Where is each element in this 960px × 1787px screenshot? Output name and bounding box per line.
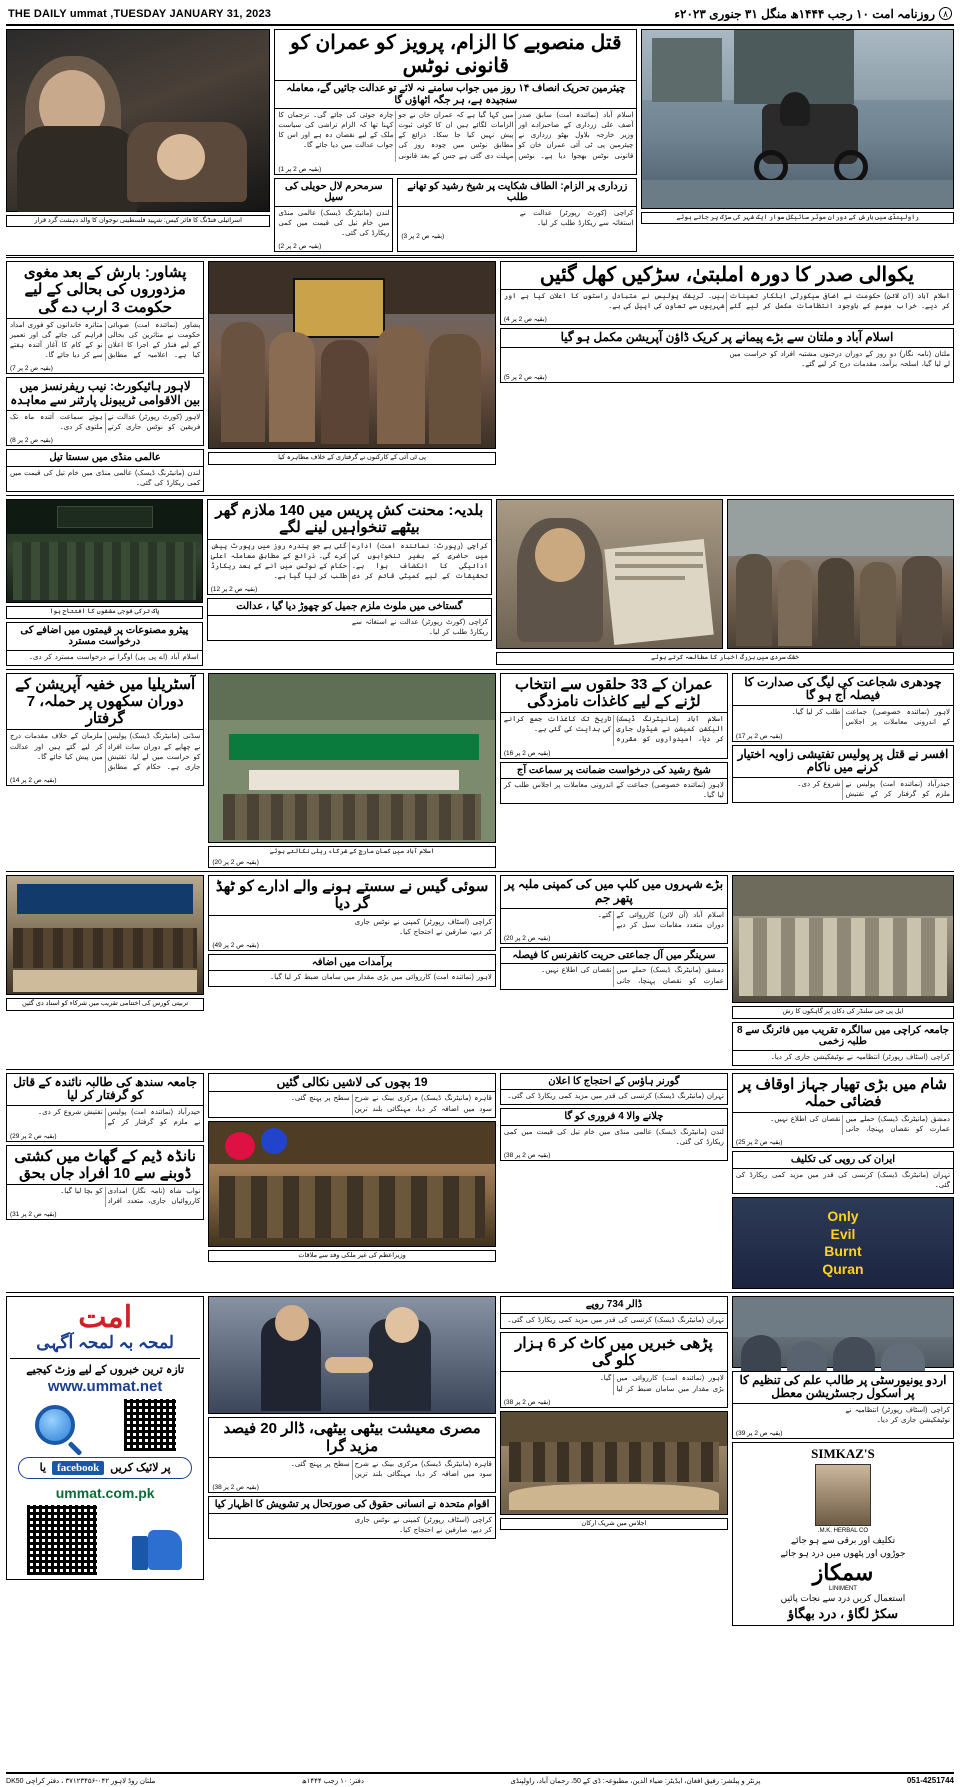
simkaz-line2: جوڑوں اور پٹھوں میں درد ہو جائے [780, 1548, 906, 1559]
footer-center: دفتر: ۱۰ رجب ۱۴۴۴ھ [301, 1777, 364, 1785]
story-feb4-body: لندن (مانیٹرنگ ڈیسک) عالمی منڈی میں خام تیل کی قیمت میں کمی ریکارڈ کی گئی۔ [503, 1128, 724, 1146]
story-chaudhry-headline: چودھری شجاعت کی لیگ کی صدارت کا فیصلہ آج ہو گا [744, 674, 942, 703]
queue-photo [727, 499, 954, 649]
story-chaudhry-ref: (بقیہ ص 2 پر 17) [735, 732, 783, 740]
story-dollar-headline: ڈالر 734 روپے [585, 1299, 643, 1311]
story-un-body: کراچی (اسٹاف رپورٹر) کمپنی نے نوٹس جاری کر دیے، صارفین نے احتجاج کیا۔ [354, 1516, 492, 1534]
ceremony-caption: وزیراعظم کی غیر ملکی وفد سے ملاقات [298, 1251, 406, 1259]
simkaz-brand: SIMKAZ'S [811, 1446, 875, 1462]
story-roads-body: اسلام آباد (آن لائن) حکومت نے اضافی سیکورٹی اہلکار تعینات کر دیے۔ خراب موسم کے باوجود انتظامات مکمل کر لیے گئے ہیں۔ ٹریفک پولیس نے متبادل راستوں کا اعلان کیا ہے اور شہریوں سے تعاون کی اپیل کی ہے۔ [503, 293, 950, 311]
rain-photo-caption-box [641, 212, 954, 224]
ummat-site[interactable]: ummat.com.pk [55, 1484, 155, 1501]
story-boat-body: نواب شاہ (نامہ نگار) امدادی کارروائیاں جاری، متعدد افراد کو بچا لیا گیا۔ [60, 1188, 201, 1206]
sub-1-body: لندن (مانیٹرنگ ڈیسک) عالمی منڈی میں خام تیل کی قیمت میں کمی ریکارڈ کی گئی۔ [278, 209, 390, 237]
story-urdu-ref: (بقیہ ص 2 پر 39) [735, 1430, 783, 1438]
story-lhc [6, 377, 204, 446]
story-sui-gas [208, 875, 496, 951]
ummat-logo: امت [78, 1301, 133, 1335]
story-lhc-ref: (بقیہ ص 2 پر 8) [10, 437, 53, 445]
story-police-headline: افسر نے قتل پر پولیس تفتیشی زاویہ اختیار کرنے میں ناکام [737, 746, 949, 775]
story-dollar [500, 1296, 728, 1329]
story-kpk-headline: پشاور: بارش کے بعد مغوی مزدوروں کی بحالی کے لیے حکومت 3 ارب دے گی [23, 264, 187, 316]
masthead [6, 4, 954, 26]
story-feb4-headline: چلانے والا 4 فروری کو گا [564, 1111, 664, 1123]
story-iran-headline: ایران کی روپی کی تکلیف [790, 1154, 896, 1166]
story-papers-headline: شیخ رشید کی درخواست ضمانت پر سماعت آج [516, 764, 711, 776]
story-nomination-ref: (بقیہ ص 2 پر 16) [503, 749, 551, 757]
story-feb4 [500, 1108, 728, 1161]
story-urdu-headline: اردو یونیورسٹی پر طالب علم کی تنظیم کا پر اسکول رجسٹریشن معطل [739, 1372, 947, 1401]
story-oil-headline: عالمی منڈی میں سستا تیل [49, 452, 161, 464]
story-multan [500, 328, 954, 383]
story-140 [207, 499, 492, 595]
footer-right: ملتان روڈ لاہور ۰۴۲-۳۷۱۲۳۴۵۶ ، دفتر کراچی DK50 [6, 1777, 156, 1785]
story-police-body: حیدرآباد (نمائندہ امت) پولیس نے ملزم کو گرفتار کر کے تفتیش شروع کر دی۔ [797, 781, 951, 799]
story-seized-body: لاہور (نمائندہ امت) کارروائی میں بڑی مقدار میں سامان ضبط کر لیا گیا۔ [599, 1375, 724, 1393]
sub-1-ref: (بقیہ ص 2 پر 2) [278, 243, 322, 251]
story-company [500, 875, 728, 944]
story-roads [500, 261, 954, 325]
story-140-body: کراچی (رپورٹ: نمائندہ امت) ادارے میں حاضری کے بغیر تنخواہوں کی ادائیگی کا انکشاف ہوا ہے۔ تحقیقات کے لیے کمیٹی قائم کر دی گئی ہے جو پندرہ روز میں رپورٹ پیش کرے گی۔ ذرائع کے مطابق معاملہ اعلیٰ حکام کے نوٹس میں آنے کے بعد ریکارڈ طلب کر لیا گیا ہے۔ [210, 542, 488, 581]
story-company-headline: بڑے شہروں میں کلپ میں کی کمپنی ملبہ پر پتھر جم [504, 877, 724, 905]
story-sindh-ref: (بقیہ ص 2 پر 29) [10, 1132, 57, 1140]
story-hurriyat [500, 947, 728, 990]
story-chaudhry-body: لاہور (نمائندہ خصوصی) جماعت کے اندرونی معاملات پر اجلاس طلب کر لیا گیا۔ [791, 709, 951, 727]
facebook-like-row[interactable] [18, 1457, 192, 1479]
story-company-ref: (بقیہ ص 2 پر 20) [503, 934, 551, 942]
story-australia-ref: (بقیہ ص 2 پر 14) [10, 776, 57, 784]
lead-ref: (بقیہ ص 2 پر 1) [278, 165, 322, 173]
protest-sign-photo: Only Evil Burnt Quran [732, 1197, 954, 1289]
story-boat-headline: نانڈہ ڈیم کے گھاٹ میں کشتی ڈوبنے سے 10 افراد جاں بحق [14, 1147, 196, 1182]
masthead-urdu: روزنامہ امت ۱۰ رجب ۱۴۴۴ھ منگل ۳۱ جنوری ۲۰۲۳ء [674, 6, 935, 21]
story-sindh-headline: جامعہ سندھ کی طالبہ نائندہ کے قاتل کو گرفتار کر لیا [13, 1074, 198, 1103]
story-multan-headline: اسلام آباد و ملتان سے بڑے پیمانے پر کریک ڈاؤن آپریشن مکمل ہو گیا [560, 330, 894, 345]
ummat-sub: تازہ ترین خبروں کے لیے وزٹ کیجیے [26, 1363, 185, 1376]
story-sui-ref: (بقیہ ص 2 پر 49) [212, 941, 259, 949]
rally-caption: پی ٹی آئی کے کارکنوں نے گرفتاری کے خلاف مظاہرہ کیا [278, 454, 427, 462]
story-hurriyat-headline: سرینگر میں آل جماعتی حریت کانفرنس کا فیصلہ [512, 949, 716, 961]
story-roads-headline: یکوالی صدر کا دورہ املبتیٰ، سڑکیں کھل گئیں [539, 264, 915, 287]
story-kpk-ref: (بقیہ ص 2 پر 7) [10, 365, 53, 373]
story-boat [6, 1145, 204, 1221]
story-urdu-body: کراچی (اسٹاف رپورٹر) انتظامیہ نے نوٹیفکیشن جاری کر دیا۔ [845, 1407, 951, 1425]
photo-caption: اسرائیلی فنڈنگ کا فائر کیس: شہید فلسطینی نوجوان کا والد دہشت گرد قرار [34, 217, 242, 224]
page-number: ۸ [939, 7, 952, 20]
story-ku-body: کراچی (اسٹاف رپورٹر) انتظامیہ نے نوٹیفکیشن جاری کر دیا۔ [770, 1053, 951, 1061]
sub-2-body: کراچی (کورٹ رپورٹر) عدالت نے استغاثہ سے ریکارڈ طلب کر لیا۔ [519, 209, 634, 227]
story-bodies-body: قاہرہ (مانیٹرنگ ڈیسک) مرکزی بینک نے شرح سود میں اضافہ کر دیا، مہنگائی بلند ترین سطح پر پہنچ گئی۔ [290, 1095, 492, 1113]
story-registrar [208, 954, 496, 987]
rain-photo-caption: راولپنڈی میں بارش کے دوران موٹر سائیکل سوار ایک شہر کی سڑک پر جاتے ہوئے [676, 214, 919, 221]
march-ref: (بقیہ ص 2 پر 20) [212, 859, 259, 867]
story-petro [6, 622, 203, 666]
march-photo [208, 673, 496, 843]
story-petro-headline: پیٹرو مصنوعات پر قیمتوں میں اضافے کی درخواست مسترد [20, 624, 189, 648]
sub-story-1 [274, 178, 393, 252]
thumbs-up-icon [130, 1514, 184, 1570]
story-egypt [208, 1417, 496, 1493]
footer [6, 1772, 954, 1785]
story-egypt-ref: (بقیہ ص 2 پر 38) [212, 1484, 259, 1492]
story-blasphemy-body: کراچی (کورٹ رپورٹر) عدالت نے استغاثہ سے ریکارڈ طلب کر لیا۔ [351, 618, 488, 636]
simkaz-name: سمکاز [812, 1559, 874, 1585]
story-australia-body: سڈنی (مانیٹرنگ ڈیسک) پولیس نے چھاپے کے دوران سات افراد کو حراست میں لے لیا، تفتیش جاری ہے۔ حکام کے مطابق ملزمان کے خلاف مقدمات درج کر لیے گئے ہیں اور عدالت میں پیش کیا جائے گا۔ [10, 733, 201, 771]
story-syria [732, 1073, 954, 1149]
lpg-caption: ایل پی جی سلنڈر کی دکان پر گاہکوں کا رش [782, 1008, 904, 1016]
women-protest-photo [732, 1296, 954, 1367]
story-kpk [6, 261, 204, 374]
story-sindh-univ [6, 1073, 204, 1142]
story-iran-body: تہران (مانیٹرنگ ڈیسک) کرنسی کی قدر میں مزید کمی ریکارڈ کی گئی۔ [735, 1171, 951, 1190]
army-photo [6, 499, 203, 603]
story-multan-body: ملتان (نامہ نگار) دو روز کے دوران درجنوں مشتبہ افراد کو حراست میں لے لیا گیا، اسلحہ برآمد، مقدمات درج کر لیے گئے۔ [729, 351, 950, 369]
conference-caption-box [6, 998, 204, 1010]
march-caption-box [208, 846, 496, 868]
queue-caption-box [496, 652, 954, 664]
ummat-tagline: لمحہ بہ لمحہ آگہی [36, 1333, 174, 1353]
story-hurriyat-body: دمشق (مانیٹرنگ ڈیسک) حملے میں عمارت کو نقصان پہنچا، جانی نقصان کی اطلاع نہیں۔ [541, 967, 724, 985]
meeting-photo [500, 1411, 728, 1515]
ad-ummat[interactable] [6, 1296, 204, 1579]
story-oil-body: لندن (مانیٹرنگ ڈیسک) عالمی منڈی میں خام تیل کی قیمت میں کمی ریکارڈ کی گئی۔ [10, 469, 201, 487]
story-petro-body: اسلام آباد (اے پی پی) اوگرا نے درخواست مسترد کر دی۔ [28, 653, 199, 661]
story-australia [6, 673, 204, 786]
story-chaudhry [732, 673, 954, 742]
story-gov-house [500, 1073, 728, 1106]
story-lhc-body: لاہور (کورٹ رپورٹر) عدالت نے فریقین کو نوٹس جاری کرتے ہوئے سماعت آئندہ ماہ تک ملتوی کر دی۔ [10, 414, 201, 432]
lead-story [274, 29, 637, 175]
magnifier-icon [35, 1405, 75, 1445]
ceremony-photo [208, 1121, 496, 1247]
story-police [732, 745, 954, 804]
story-140-headline: بلدیہ: محنت کش پریس میں 140 ملازم گھر بیٹھے تنخواہیں لینے لگے [215, 502, 484, 537]
rally-photo [208, 261, 496, 449]
army-caption-box [6, 606, 203, 618]
simkaz-company: M.K. HERBAL CO. [817, 1528, 869, 1535]
story-140-ref: (بقیہ ص 2 پر 12) [210, 586, 258, 594]
lpg-caption-box [732, 1006, 954, 1018]
story-sindh-body: حیدرآباد (نمائندہ امت) پولیس نے ملزم کو گرفتار کر کے تفتیش شروع کر دی۔ [38, 1109, 201, 1127]
sub-story-2 [397, 178, 637, 252]
sub-1-headline: سرمحرم لال حویلی کی سیل [285, 180, 383, 204]
rain-photo [641, 29, 954, 209]
facebook-or: یا [39, 1462, 47, 1475]
story-multan-ref: (بقیہ ص 2 پر 5) [503, 374, 547, 382]
story-syria-ref: (بقیہ ص 2 پر 25) [735, 1139, 783, 1147]
story-seized-ref: (بقیہ ص 2 پر 38) [503, 1398, 551, 1406]
story-ku-headline: جامعہ کراچی میں سالگرہ تقریب میں فائرنگ سے 8 طلبہ زخمی [736, 1024, 949, 1048]
story-gov-headline: گورنر ہاؤس کے احتجاج کا اعلان [548, 1075, 680, 1087]
story-syria-body: دمشق (مانیٹرنگ ڈیسک) حملے میں عمارت کو نقصان پہنچا، جانی نقصان کی اطلاع نہیں۔ [770, 1116, 951, 1134]
story-papers [500, 762, 728, 805]
story-lhc-headline: لاہور ہائیکورٹ: نیب ریفرنسز میں بین الاقوامی ٹریبونل پارٹنر سے معاہدہ [10, 379, 201, 408]
rally-caption-box [208, 452, 496, 464]
simkaz-strap: سکڑ لگاؤ ، درد بھگاؤ [787, 1606, 899, 1622]
story-australia-headline: آسٹریلیا میں خفیہ آپریشن کے دوران سکھوں پر حملہ، 7 گرفتار [15, 675, 196, 728]
ceremony-caption-box [208, 1250, 496, 1262]
qr-code-website[interactable] [124, 1399, 176, 1451]
story-iran [732, 1151, 954, 1194]
meeting-caption-box [500, 1518, 728, 1530]
story-seized-headline: پڑھی خبریں میں کاٹ کر 6 ہزار کلو گی [515, 1334, 713, 1370]
queue-caption: خشک سردی میں بزرگ اخبار کا مطالعہ کرتے ہوئے [651, 654, 799, 662]
lead-photo-night [6, 29, 270, 212]
lead-headline: قتل منصوبے کا الزام، پرویز کو عمران کو قانونی نوٹس [290, 32, 622, 77]
simkaz-line4: استعمال کریں درد سے نجات پائیں [780, 1592, 906, 1603]
story-bodies [208, 1073, 496, 1118]
lpg-photo [732, 875, 954, 1003]
simkaz-line1: تکلیف اور برقی سے ہو جائے [790, 1535, 896, 1546]
story-egypt-body: قاہرہ (مانیٹرنگ ڈیسک) مرکزی بینک نے شرح سود میں اضافہ کر دیا، مہنگائی بلند ترین سطح پر پہنچ گئی۔ [290, 1460, 492, 1478]
facebook-icon[interactable]: facebook [52, 1461, 104, 1475]
sub-2-ref: (بقیہ ص 2 پر 3) [401, 232, 445, 240]
army-caption: پاک ترکی فوجی مشقوں کا افتتاح ہوا [49, 608, 160, 616]
handshake-photo [208, 1296, 496, 1414]
ad-simkaz[interactable] [732, 1442, 954, 1626]
story-bodies-headline: 19 بچوں کی لاشیں نکالی گئیں [276, 1074, 428, 1089]
sub-2-headline: زرداری پر الزام: الطاف شکایت پر شیخ رشید کو تھانے طلب [407, 180, 628, 204]
facebook-like-text: پر لائیک کریں [110, 1462, 171, 1475]
story-un-headline: اقوام متحدہ نے انسانی حقوق کی صورتحال پر تشویش کا اظہار کیا [214, 1499, 490, 1511]
story-egypt-headline: مصری معیشت بیٹھی بیٹھی، ڈالر 20 فیصد مزید گرا [223, 1420, 481, 1455]
story-dollar-body: تہران (مانیٹرنگ ڈیسک) کرنسی کی قدر میں مزید کمی ریکارڈ کی گئی۔ [507, 1316, 724, 1324]
qr-code-facebook[interactable] [27, 1505, 97, 1575]
lead-deck: چیئرمین تحریک انصاف ۱۴ روز میں جواب سامنے نہ لائے تو عدالت جائیں گے، معاملہ سنجیدہ ہے، ہر جگہ اٹھاؤں گا [286, 83, 626, 106]
story-sui-body: کراچی (اسٹاف رپورٹر) کمپنی نے نوٹس جاری کر دیے، صارفین نے احتجاج کیا۔ [354, 918, 492, 936]
story-kpk-body: پشاور (نمائندہ امت) صوبائی حکومت نے متاثرین کی بحالی کے لیے فنڈز کے اجرا کا اعلان کیا ہے۔ اعلامیہ کے مطابق متاثرہ خاندانوں کو فوری امداد فراہم کی جائے گی اور تعمیر نو کے کام کا آغاز آئندہ ہفتے سے کر دیا جائے گا۔ [10, 321, 201, 360]
elder-photo [496, 499, 723, 649]
meeting-caption: اجلاس میں شریک ارکان [581, 1519, 647, 1527]
story-karachi-univ [732, 1022, 954, 1066]
story-oil [6, 449, 204, 492]
simkaz-portrait [815, 1464, 871, 1526]
story-boat-ref: (بقیہ ص 2 پر 31) [10, 1211, 57, 1219]
story-registrar-body: لاہور (نمائندہ امت) کارروائی میں بڑی مقدار میں سامان ضبط کر لیا گیا۔ [269, 974, 492, 982]
story-syria-headline: شام میں بڑی تھیار جہاز اوقاف پر فضائی حملہ [738, 1075, 947, 1110]
conference-caption: تربیتی کورس کی اختتامی تقریب میں شرکاء کو اسناد دی گئیں [22, 1000, 189, 1008]
story-roads-ref: (بقیہ ص 2 پر 4) [503, 316, 547, 324]
story-nomination [500, 673, 728, 759]
story-seized [500, 1332, 728, 1408]
ummat-url[interactable]: www.ummat.net [47, 1377, 163, 1395]
story-papers-body: لاہور (نمائندہ خصوصی) جماعت کے اندرونی معاملات پر اجلاس طلب کر لیا گیا۔ [503, 782, 724, 800]
story-un [208, 1496, 496, 1539]
footer-left: پرنٹر و پبلشر: رفیق افغان، ایڈیٹر: ضیاء الدین، مطبوعہ: ڈی کے 50، رحمان آباد، راولپنڈی [510, 1777, 761, 1785]
story-registrar-headline: برآمدات میں اضافہ [311, 956, 393, 968]
story-gov-body: تہران (مانیٹرنگ ڈیسک) کرنسی کی قدر میں مزید کمی ریکارڈ کی گئی۔ [507, 1093, 724, 1101]
story-feb4-ref: (بقیہ ص 2 پر 38) [503, 1152, 551, 1160]
story-nomination-body: اسلام آباد (مانیٹرنگ ڈیسک) الیکشن کمیشن نے شیڈول جاری کر دیا، امیدواروں کو مقررہ تاریخ تک کاغذات جمع کرانے کی ہدایت کی گئی ہے۔ [503, 716, 724, 744]
story-blasphemy-headline: گستاخی میں ملوث ملزم جمیل کو چھوڑ دیا گیا ، عدالت [236, 601, 463, 613]
masthead-english: THE DAILY ummat ,TUESDAY JANUARY 31, 2023 [8, 7, 272, 20]
lead-body: اسلام آباد (نمائندہ امت) سابق صدر آصف علی زرداری کے صاحبزادے اور وزیر خارجہ بلاول بھٹو زرداری نے چیئرمین پی ٹی آئی عمران خان کو قانونی نوٹس بھجوا دیا ہے۔ نوٹس میں کہا گیا ہے کہ عمران خان نے جو الزامات لگائے ہیں ان کا کوئی ثبوت پیش نہیں کیا جا سکا۔ ذرائع کے مطابق نوٹس میں چودہ روز کی مہلت دی گئی ہے جس کے بعد قانونی چارہ جوئی کی جائے گی۔ ترجمان کا کہنا تھا کہ الزام تراشی کی سیاست ملک کے لیے نقصان دہ ہے اور اس کا جواب عدالت میں دیا جائے گا۔ [278, 112, 634, 160]
story-company-body: اسلام آباد (آن لائن) کارروائی کے دوران متعدد مقامات سیل کر دیے گئے۔ [597, 911, 724, 929]
simkaz-label: LINIMENT [828, 1585, 857, 1592]
story-blasphemy [207, 598, 492, 641]
conference-photo [6, 875, 204, 995]
march-caption: اسلام آباد میں کسان مارچ کے شرکاء ریلی نکالتے ہوئے [269, 847, 435, 855]
footer-phone: 051-4251744 [906, 1776, 954, 1785]
story-sui-headline: سوئی گیس نے سستے ہونے والے ادارے کو ٹھڈ گر دیا [215, 878, 489, 913]
story-urdu-univ [732, 1371, 954, 1440]
lead-photo-caption-box [6, 215, 270, 227]
story-nomination-headline: عمران کے 33 حلقوں سے انتخاب لڑنے کے لیے کاغذات نامزدگی [515, 675, 713, 710]
